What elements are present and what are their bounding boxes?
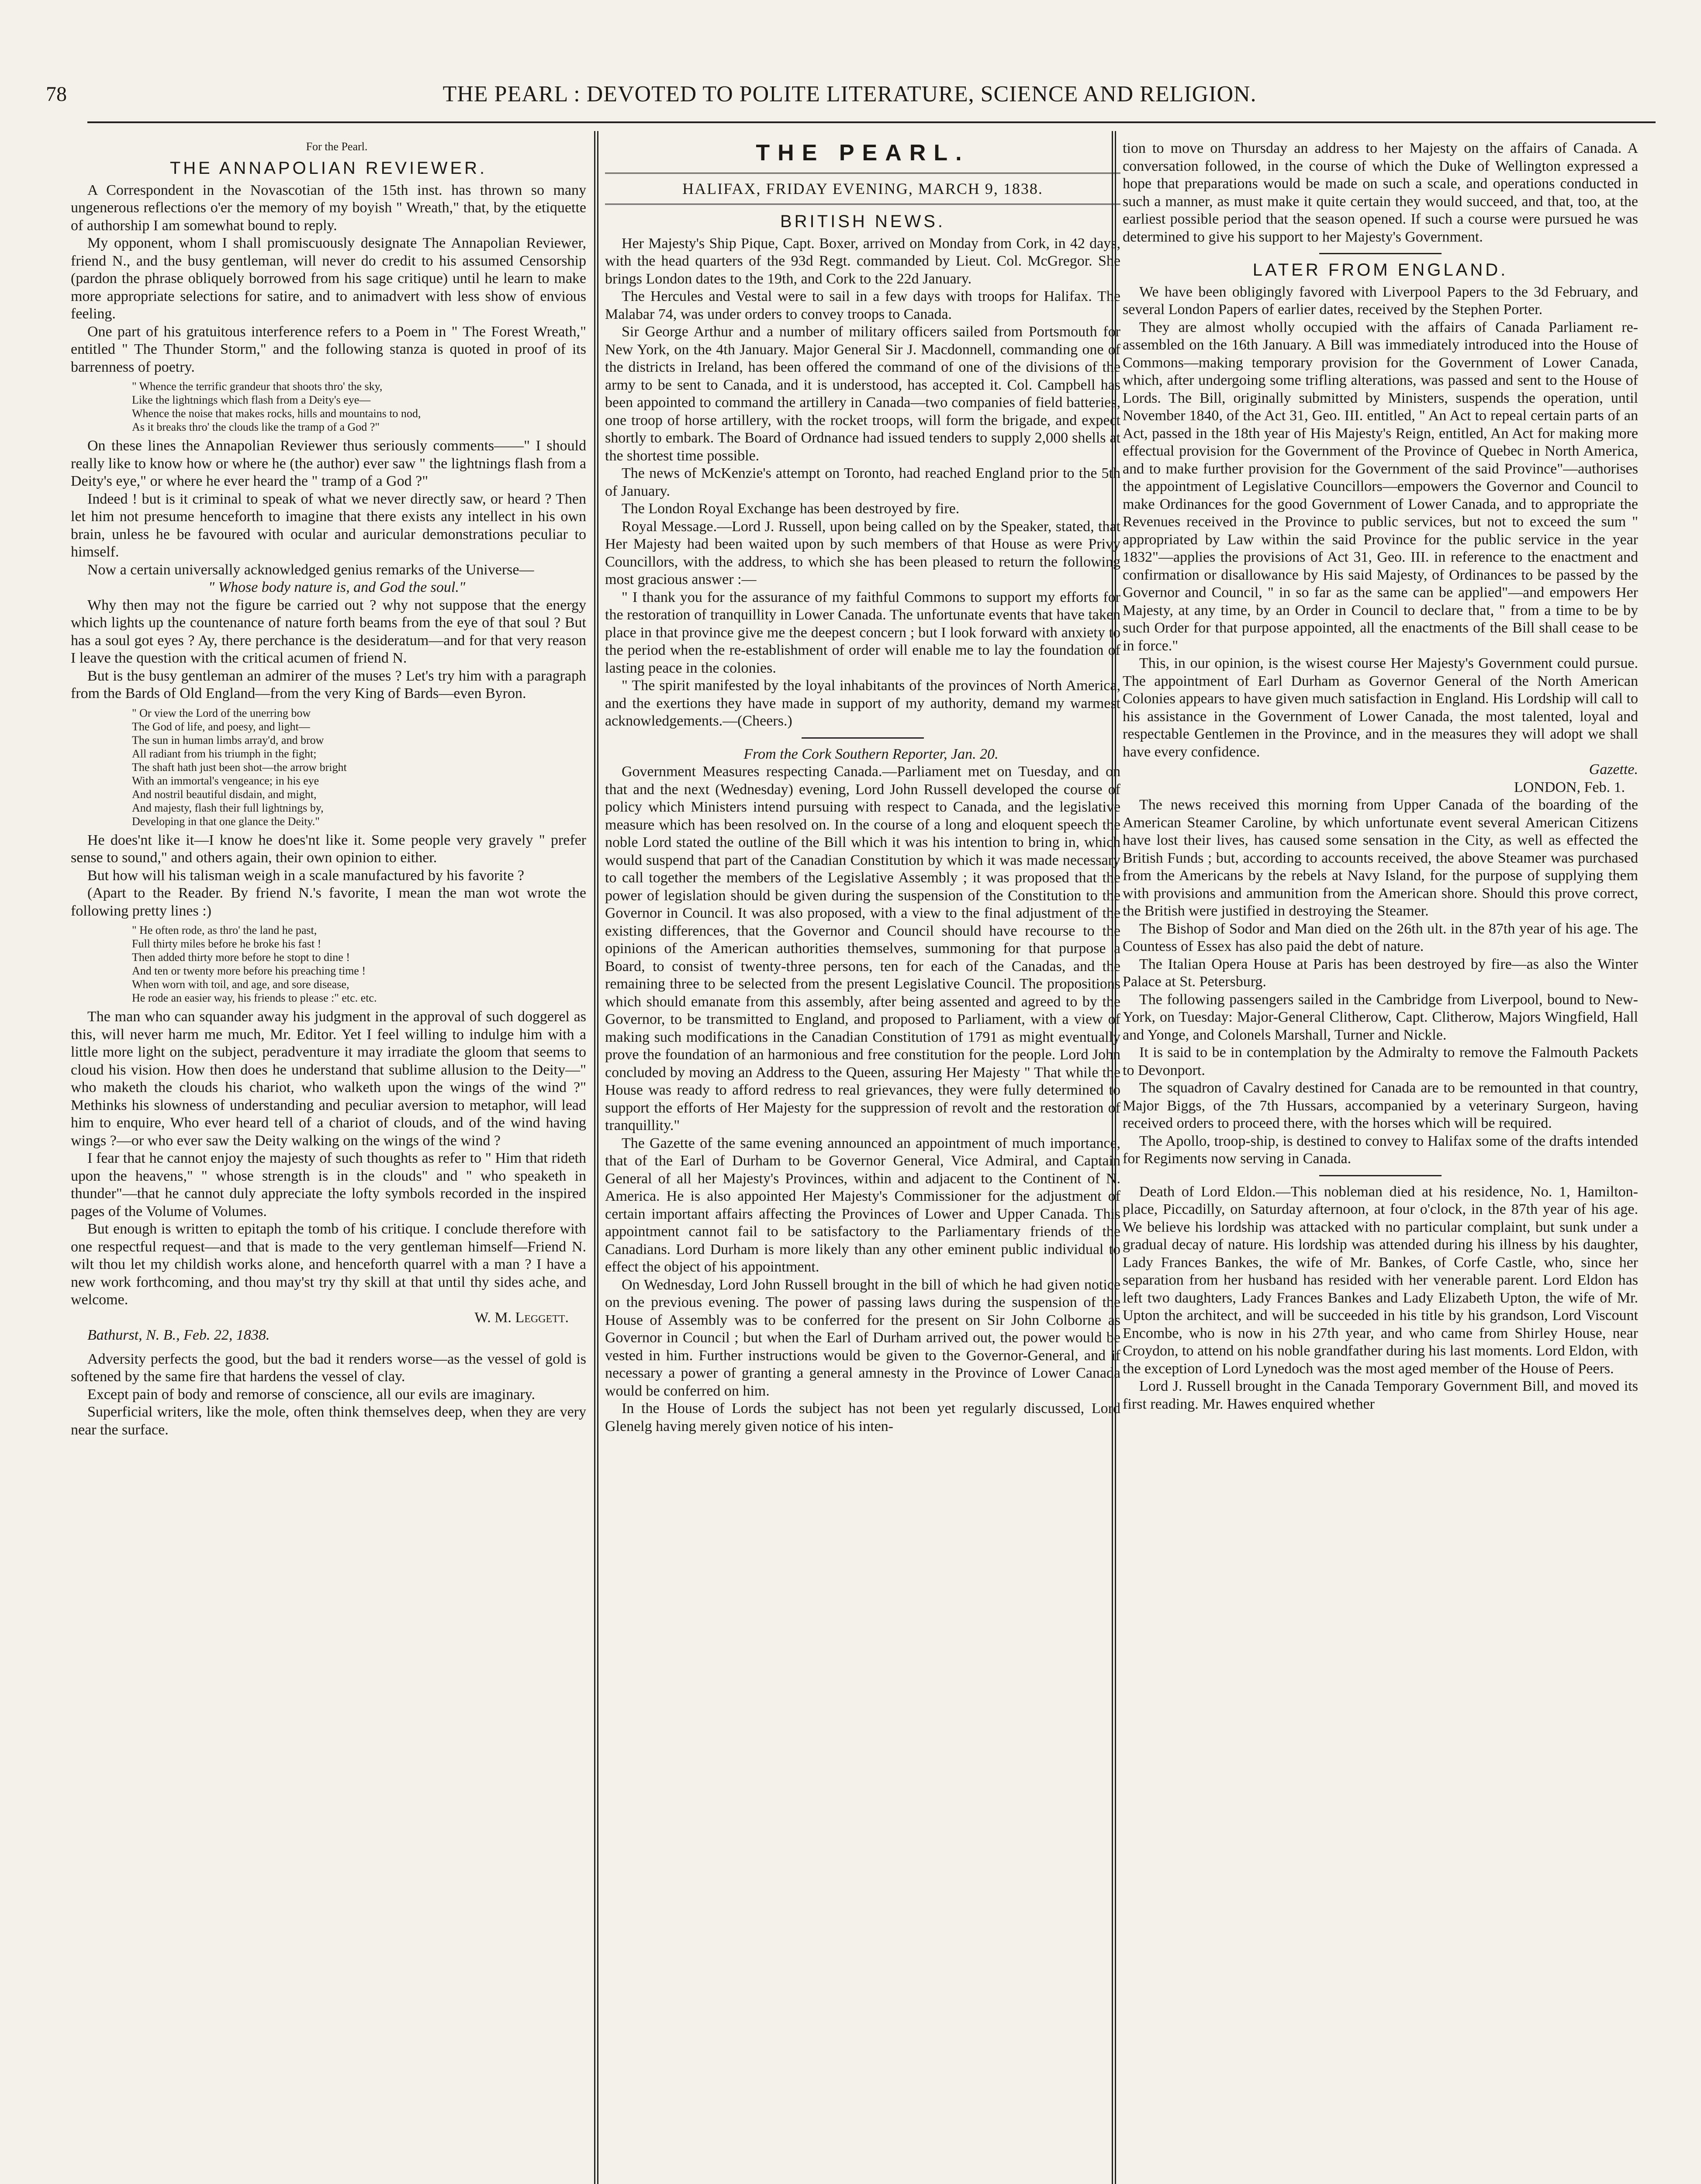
paragraph: Adversity perfects the good, but the bad it renders worse—as the vessel of gold is softened by the same fire that hardens the vessel of clay. xyxy=(71,1351,586,1385)
paragraph: " I thank you for the assurance of my faithful Commons to support my efforts for the restoration of tranquillity in Lower Canada. The unfortunate events that have taken place in that province give me the deepest concern ; but I look forward with anxiety to the period when the re-establishment of order will enable me to lay the foundation of lasting peace in the colonies. xyxy=(605,589,1120,676)
verse-line: Like the lightnings which flash from a Deity's eye— xyxy=(132,394,371,406)
paragraph: Lord J. Russell brought in the Canada Temporary Government Bill, and moved its first reading. Mr. Hawes enquired whether xyxy=(1123,1378,1638,1412)
paragraph: The Hercules and Vestal were to sail in a few days with troops for Halifax. The Malabar 74, was under orders to convey troops to Canada. xyxy=(605,288,1120,322)
paragraph: The news received this morning from Upper Canada of the boarding of the American Steamer Caroline, by which unfortunate event several American Citizens have lost their lives, has caused some sensation in the City, as well as effected the British Funds ; but, according to accounts received, the above Steamer was purchased from the Americans by the rebels at Navy Island, for the purpose of supplying them with provisions and ammunition from the American shore. Should this prove correct, the British were justified in destroying the Steamer. xyxy=(1123,797,1638,919)
paragraph: The Gazette of the same evening announced an appointment of much importance, that of the Earl of Durham to be Governor General, Vice Admiral, and Captain General of all her Majesty's Provinces, within and adjacent to the Continent of N. America. He is also appointed Her Majesty's Commissioner for the adjustment of certain important affairs affecting the Provinces of Lower and Upper Canada. This appointment cannot fail to be satisfactory to the Parliamentary friends of the Canadians. Lord Durham is more likely than any other eminent public individual to effect the object of his appointment. xyxy=(605,1135,1120,1275)
verse-line: All radiant from his triumph in the fight; xyxy=(132,747,317,760)
verse-line: And majesty, flash their full lightnings by, xyxy=(132,801,324,814)
verse-line: Developing in that one glance the Deity." xyxy=(132,815,320,828)
section-heading: LATER FROM ENGLAND. xyxy=(1252,260,1508,280)
poem-stanza xyxy=(132,706,586,828)
paragraph: Superficial writers, like the mole, often think themselves deep, when they are very near the surface. xyxy=(71,1404,586,1438)
article-title: THE ANNAPOLIAN REVIEWER. xyxy=(169,159,487,178)
paragraph: Her Majesty's Ship Pique, Capt. Boxer, arrived on Monday from Cork, in 42 days, with the head quarters of the 93d Regt. commanded by Lieut. Col. McGregor. She brings London dates to the 19th, and Cork to the 22d January. xyxy=(605,235,1120,287)
paragraph: On Wednesday, Lord John Russell brought in the bill of which he had given notice on the previous evening. The power of passing laws during the suspension of the House of Assembly was to be conferred for the present on Sir John Colborne as Governor in Council ; but when the Earl of Durham arrived out, the power would be vested in him. Further instructions would be given to the Governor-General, and if necessary a power of granting a general amnesty in the Province of Lower Canada would be conferred on him. xyxy=(605,1276,1120,1399)
verse-line: He rode an easier way, his friends to please :" etc. etc. xyxy=(132,992,377,1004)
verse-line: And nostril beautiful disdain, and might, xyxy=(132,788,317,801)
verse-line: As it breaks thro' the clouds like the tramp of a God ?" xyxy=(132,421,380,433)
paragraph: A Correspondent in the Novascotian of the 15th inst. has thrown so many ungenerous reflections o'er the memory of my boyish " Wreath," that, by the etiquette of authorship I am somewhat bound to reply. xyxy=(71,182,586,234)
verse-line: The God of life, and poesy, and light— xyxy=(132,720,310,733)
paragraph: But enough is written to epitaph the tomb of his critique. I conclude therefore with one respectful request—and that is made to the very gentleman himself—Friend N. wilt thou let my childish works alone, and henceforth quarrel with a man ? I have a new work forthcoming, and thou may'st try thy skill at that until thy sides ache, and welcome. xyxy=(71,1221,586,1308)
paragraph: " The spirit manifested by the loyal inhabitants of the provinces of North America, and the exertions they have made in support of my authority, demand my warmest acknowledgements.—(Cheers.) xyxy=(605,677,1120,729)
paragraph: He does'nt like it—I know he does'nt like it. Some people very gravely " prefer sense to sound," and others again, their own opinion to either. xyxy=(71,832,586,866)
paragraph: In the House of Lords the subject has not been yet regularly discussed, Lord Glenelg having merely given notice of his inten- xyxy=(605,1400,1120,1434)
verse-line: " Whence the terrific grandeur that shoots thro' the sky, xyxy=(132,380,383,393)
verse-line: The shaft hath just been shot—the arrow bright xyxy=(132,760,347,774)
paragraph: (Apart to the Reader. By friend N.'s favorite, I mean the man wot wrote the following pretty lines :) xyxy=(71,885,586,919)
paragraph: But how will his talisman weigh in a scale manufactured by his favorite ? xyxy=(87,867,524,884)
source-line: From the Cork Southern Reporter, Jan. 20. xyxy=(743,746,999,762)
paragraph: I fear that he cannot enjoy the majesty of such thoughts as refer to " Him that rideth upon the heavens," " whose strength is in the clouds" and " who speaketh in thunder"—that he cannot duly appreciate the lofty symbols recorded in the inspired pages of the Volume of Volumes. xyxy=(71,1150,586,1220)
paragraph: This, in our opinion, is the wisest course Her Majesty's Government could pursue. The appointment of Earl Durham as Governor General of the North American Colonies appears to have given much satisfaction in England. His Lordship will call to his assistance in the Government of Lower Canada, the most talented, loyal and respectable Gentlemen in the Province, and in the measures they will adopt we shall have every confidence. xyxy=(1123,655,1638,760)
paragraph: Sir George Arthur and a number of military officers sailed from Portsmouth for New York, on the 4th January. Major General Sir J. Macdonnell, commanding one of the districts in Ireland, has been offered the command of one of the divisions of the army to be sent to Canada, and it is understood, has accepted it. Col. Campbell has been appointed to command the artillery in Canada—two companies of field batteries, one troop of horse artillery, with the rocket troops, will form the brigade, and expect shortly to embark. The Board of Ordnance had issued tenders to supply 2,000 shells at the shortest time possible. xyxy=(605,324,1120,464)
header-rule xyxy=(87,121,1656,123)
page-number: 78 xyxy=(46,83,67,106)
verse-line: With an immortal's vengeance; in his eye xyxy=(132,774,319,787)
letter-dateline: Bathurst, N. B., Feb. 22, 1838. xyxy=(87,1327,270,1343)
poem-stanza xyxy=(132,923,586,1005)
paragraph: The news of McKenzie's attempt on Toronto, had reached England prior to the 5th of January. xyxy=(605,465,1120,499)
paragraph: The Bishop of Sodor and Man died on the 26th ult. in the 87th year of his age. The Countess of Essex has also paid the debt of nature. xyxy=(1123,920,1638,954)
column-1 xyxy=(71,140,586,1439)
issue-dateline: HALIFAX, FRIDAY EVENING, MARCH 9, 1838. xyxy=(605,173,1120,205)
divider xyxy=(1319,1175,1442,1176)
column-divider-1 xyxy=(594,131,598,2184)
poem-stanza xyxy=(132,380,586,434)
paragraph: Death of Lord Eldon.—This nobleman died at his residence, No. 1, Hamilton-place, Piccadilly, on Saturday afternoon, at four o'clock, in the 87th year of his age. We believe his lordship was attacked with no particular complaint, but sunk under a gradual decay of nature. His lordship was attended during his illness by his daughter, Lady Frances Bankes, the wife of Mr. Bankes, of Corfe Castle, who, since her separation from her husband has resided with her venerable parent. Lord Eldon has left two daughters, Lady Frances Bankes and Lady Elizabeth Upton, the wife of Mr. Upton the architect, and will be succeeded in his title by his grandson, Lord Viscount Encombe, who is now in his 27th year, and who came from Shirley House, near Croydon, to attend on his noble grandfather during his last moments. Lord Eldon, with the exception of Lord Lynedoch was the most aged member of the House of Peers. xyxy=(1123,1183,1638,1377)
verse-line: Whence the noise that makes rocks, hills and mountains to nod, xyxy=(132,407,421,420)
column-3 xyxy=(1123,140,1638,1413)
column-2 xyxy=(605,140,1120,1435)
paragraph: tion to move on Thursday an address to her Majesty on the affairs of Canada. A conversation followed, in the course of which the Duke of Wellington expressed a hope that preparations would be made on such a scale, and operations conducted in such a manner, as must make it quite certain they would succeed, and that, too, at the earliest possible period that the season opened. If such a course were pursued he was determined to give his support to her Majesty's Government. xyxy=(1123,140,1638,245)
running-title: THE PEARL : DEVOTED TO POLITE LITERATURE, SCIENCE AND RELIGION. xyxy=(443,82,1257,107)
paragraph: The London Royal Exchange has been destroyed by fire. xyxy=(622,501,960,517)
paragraph: Government Measures respecting Canada.—Parliament met on Tuesday, and on that and the next (Wednesday) evening, Lord John Russell developed the course of policy which Ministers intend pursuing with respect to Canada, and the legislative measure which has been resolved on. In the course of a long and eloquent speech the noble Lord stated the outline of the Bill which it was his intention to bring in, which would suspend that part of the Canadian Constitution by which it was made necessary to call together the members of the Legislative Assembly ; it was proposed that the power of legislation should be given during the suspension of the Constitution to the Governor in Council. It was also proposed, with a view to the final adjustment of the existing differences, that the Governor and Council should have recourse to the opinions of the American authorities themselves, summoning for that purpose a Board, to consist of twenty-three persons, ten for each of the Canadas, and the remaining three to be selected from the present Legislative Council. The propositions which should emanate from this assembly, after being assented and agreed to by the Governor, to be transmitted to England, and proposed to Parliament, with a view of making such modifications in the Canadian Constitution of 1791 as might eventually prove the foundation of an harmonious and free constitution for the people. Lord John concluded by moving an Address to the Queen, assuring Her Majesty " That while the House was ready to afford redress to real grievances, they were fully determined to support the efforts of Her Majesty for the suppression of revolt and the restoration of tranquillity." xyxy=(605,764,1120,1133)
source-credit: Gazette. xyxy=(1589,761,1638,778)
paragraph: We have been obligingly favored with Liverpool Papers to the 3d February, and several London Papers of earlier dates, received by the Stephen Porter. xyxy=(1123,283,1638,318)
verse-line: And ten or twenty more before his preaching time ! xyxy=(132,964,366,977)
paragraph: It is said to be in contemplation by the Admiralty to remove the Falmouth Packets to Devonport. xyxy=(1123,1044,1638,1078)
verse-line: Then added thirty more before he stopt to dine ! xyxy=(132,951,350,964)
paragraph: Except pain of body and remorse of conscience, all our evils are imaginary. xyxy=(87,1386,535,1403)
verse-line: When worn with toil, and age, and sore disease, xyxy=(132,978,349,991)
paragraph: One part of his gratuitous interference refers to a Poem in " The Forest Wreath," entitled " The Thunder Storm," and the following stanza is quoted in proof of its barrenness of poetry. xyxy=(71,323,586,375)
paragraph: Why then may not the figure be carried out ? why not suppose that the energy which lights up the countenance of nature forth beams from the eye of that soul ? But has a soul got eyes ? Ay, there perchance is the desideratum—and for that very reason I leave the question with the critical acumen of friend N. xyxy=(71,597,586,666)
verse-line: " He often rode, as thro' the land he past, xyxy=(132,924,317,936)
paragraph: The following passengers sailed in the Cambridge from Liverpool, bound to New-York, on Tuesday: Major-General Clitherow, Capt. Clitherow, Majors Wingfield, Hall and Yonge, and Colonels Marshall, Turner and Nickle. xyxy=(1123,991,1638,1043)
paragraph: Royal Message.—Lord J. Russell, upon being called on by the Speaker, stated, that Her Majesty had been waited upon by such members of that House as were Privy Councillors, with the address, to which she has been pleased to return the following most gracious answer :— xyxy=(605,518,1120,587)
paragraph: The man who can squander away his judgment in the approval of such doggerel as this, will never harm me much, Mr. Editor. Yet I feel willing to indulge him with a little more light on the subject, peradventure it may irradiate the gloom that seems to cloud his vision. How then does he understand that sublime allusion to the Deity—" who maketh the clouds his chariot, who walketh upon the wings of the wind ?" Methinks his slowness of understanding and peculiar aversion to metaphor, will lead him to enquire, Who ever heard tell of a chariot of clouds, and of the wind having wings ?—or who ever saw the Deity walking on the wings of the wind ? xyxy=(71,1009,586,1149)
paragraph: On these lines the Annapolian Reviewer thus seriously comments——" I should really like to know how or where he (the author) ever saw " the lightnings flash from a Deity's eye," or where he ever heard the " tramp of a God ?" xyxy=(71,438,586,489)
paragraph: The squadron of Cavalry destined for Canada are to be remounted in that country, Major Biggs, of the 7th Hussars, accompanied by a veterinary Surgeon, having received orders to proceed there, with the horses which will be required. xyxy=(1123,1080,1638,1131)
divider xyxy=(802,737,924,739)
paragraph: Now a certain universally acknowledged genius remarks of the Universe— xyxy=(87,561,534,578)
author-signature: W. M. Leggett. xyxy=(474,1309,569,1326)
paragraph: They are almost wholly occupied with the affairs of Canada Parliament re-assembled on the 16th January. A Bill was immediately introduced into the House of Commons—making temporary provision for the Government of Lower Canada, which, after undergoing some trifling alterations, was passed and sent to the House of Lords. The Bill, originally submitted by Ministers, suspends the operation, until November 1840, of the Act 31, Geo. III. entitled, " An Act to repeal certain parts of an Act, passed in the 18th year of His Majesty's Reign, entitled, An Act for making more effectual provision for the Government of the Province of Quebec in North America, and to make further provision for the Government of the said Province"—authorises the appointment of Legislative Councillors—empowers the Governor and Council to make Ordinances for the good Government of Lower Canada, and to appropriate the Revenues received in the Province to public services, but not to exceed the sum " appropriated by Law within the said Province for the public service in the year 1832"—applies the provisions of Act 31, Geo. III. in reference to the enactment and confirmation or disallowance by His said Majesty, of Ordinances to be passed by the Governor and Council, " in so far as the same can be applied"—and empowers Her Majesty, at any time, by an Order in Council to declare that, " from a time to be by such Order for that purpose appointed, all the enactments of the Bill shall cease to be in force." xyxy=(1123,319,1638,654)
masthead: THE PEARL. xyxy=(756,140,970,166)
section-heading: BRITISH NEWS. xyxy=(780,212,946,231)
for-the-pearl-credit: For the Pearl. xyxy=(306,140,368,153)
paragraph: My opponent, whom I shall promiscuously designate The Annapolian Reviewer, friend N., and the busy gentleman, will never do credit to his assumed Censorship (pardon the phrase obliquely borrowed from his sage critique) until he learn to make more appropriate selections for satire, and to animadvert with less show of envious feeling. xyxy=(71,235,586,322)
verse-line: The sun in human limbs array'd, and brow xyxy=(132,733,324,746)
paragraph: Indeed ! but is it criminal to speak of what we never directly saw, or heard ? Then let him not presume henceforth to imagine that there exists any intellect in his own brain, unless he be favoured with ocular and auricular demonstrations peculiar to himself. xyxy=(71,491,586,560)
divider xyxy=(1319,253,1442,254)
paragraph: The Italian Opera House at Paris has been destroyed by fire—as also the Winter Palace at St. Petersburg. xyxy=(1123,956,1638,990)
paragraph: But is the busy gentleman an admirer of the muses ? Let's try him with a paragraph from the Bards of Old England—from the very King of Bards—even Byron. xyxy=(71,667,586,702)
verse-line: Full thirty miles before he broke his fast ! xyxy=(132,937,322,950)
london-dateline: LONDON, Feb. 1. xyxy=(1514,779,1625,795)
quotation: " Whose body nature is, and God the soul." xyxy=(208,579,466,595)
verse-line: " Or view the Lord of the unerring bow xyxy=(132,706,311,719)
paragraph: The Apollo, troop-ship, is destined to convey to Halifax some of the drafts intended for Regiments now serving in Canada. xyxy=(1123,1133,1638,1167)
